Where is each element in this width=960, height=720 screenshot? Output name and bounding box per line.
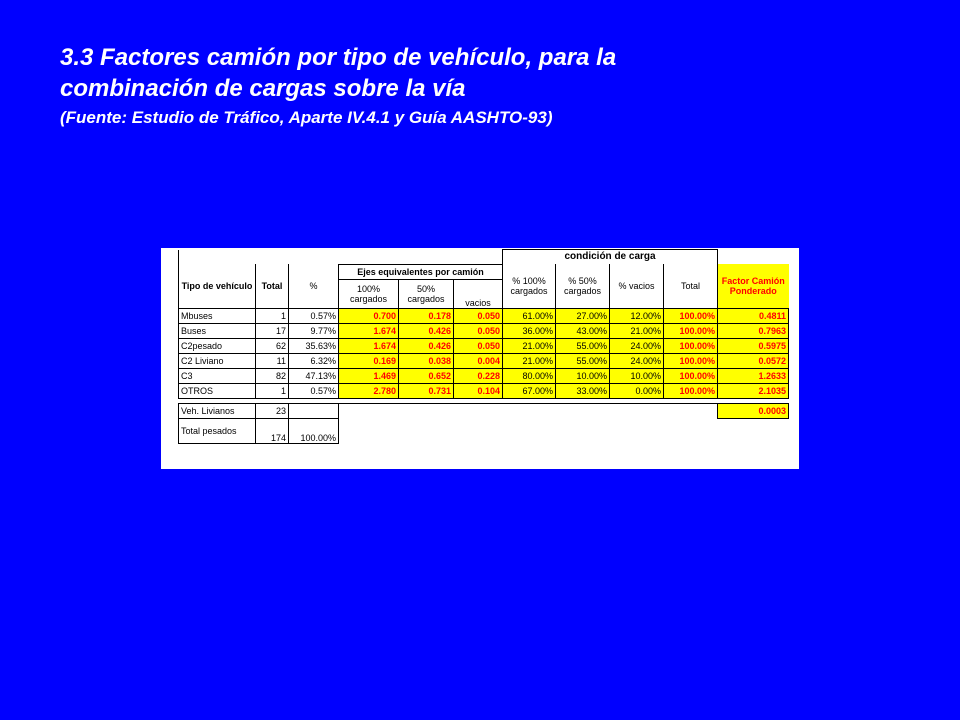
condicion-header: condición de carga (503, 250, 718, 265)
tipo-header: Tipo de vehículo (179, 264, 256, 308)
row-pvacios: 10.00% (610, 368, 664, 383)
livianos-row (179, 403, 789, 418)
table-row (179, 368, 789, 383)
row-p100: 61.00% (503, 308, 556, 323)
row-ptotal: 100.00% (664, 308, 718, 323)
row-pct: 35.63% (289, 338, 339, 353)
row-p100: 67.00% (503, 383, 556, 398)
ejes-header: Ejes equivalentes por camión (339, 264, 503, 279)
row-ptotal: 100.00% (664, 368, 718, 383)
row-factor: 1.2633 (718, 368, 789, 383)
row-p50: 10.00% (556, 368, 610, 383)
c100-header: 100% cargados (339, 279, 399, 308)
row-total: 11 (256, 353, 289, 368)
row-ptotal: 100.00% (664, 323, 718, 338)
row-total: 62 (256, 338, 289, 353)
row-p100: 21.00% (503, 338, 556, 353)
row-total: 17 (256, 323, 289, 338)
row-pct: 6.32% (289, 353, 339, 368)
row-factor: 2.1035 (718, 383, 789, 398)
row-total: 82 (256, 368, 289, 383)
row-factor: 0.4811 (718, 308, 789, 323)
row-ptotal: 100.00% (664, 338, 718, 353)
row-total: 1 (256, 308, 289, 323)
row-p50: 27.00% (556, 308, 610, 323)
factor-table (178, 249, 789, 444)
row-tipo: C2 Liviano (179, 353, 256, 368)
row-tipo: Mbuses (179, 308, 256, 323)
p100-header: % 100% cargados (503, 264, 556, 308)
row-c100: 1.674 (339, 323, 399, 338)
row-tipo: C3 (179, 368, 256, 383)
row-c100: 0.700 (339, 308, 399, 323)
vacios-header: vacios (465, 297, 491, 308)
row-pvacios: 24.00% (610, 338, 664, 353)
row-c100: 0.169 (339, 353, 399, 368)
row-pvacios: 0.00% (610, 383, 664, 398)
table-row (179, 323, 789, 338)
livianos-factor: 0.0003 (718, 403, 789, 418)
row-pct: 0.57% (289, 308, 339, 323)
row-vacios: 0.050 (454, 338, 503, 353)
row-vacios: 0.004 (454, 353, 503, 368)
ptotal-header: Total (664, 264, 718, 308)
livianos-tipo: Veh. Livianos (179, 403, 256, 418)
row-p50: 55.00% (556, 353, 610, 368)
row-p100: 21.00% (503, 353, 556, 368)
row-p50: 33.00% (556, 383, 610, 398)
row-pvacios: 24.00% (610, 353, 664, 368)
row-tipo: C2pesado (179, 338, 256, 353)
row-factor: 0.5975 (718, 338, 789, 353)
c50-header: 50% cargados (399, 279, 454, 308)
slide-title (60, 42, 940, 130)
row-c100: 1.469 (339, 368, 399, 383)
row-factor: 0.7963 (718, 323, 789, 338)
row-pct: 9.77% (289, 323, 339, 338)
table-row (179, 353, 789, 368)
row-ptotal: 100.00% (664, 383, 718, 398)
row-c100: 1.674 (339, 338, 399, 353)
row-c50: 0.038 (399, 353, 454, 368)
row-c50: 0.731 (399, 383, 454, 398)
pesados-pct: 100.00% (289, 418, 339, 443)
factor-header: Factor Camión Ponderado (718, 264, 789, 308)
row-vacios: 0.050 (454, 323, 503, 338)
row-vacios: 0.228 (454, 368, 503, 383)
pesados-row (179, 418, 789, 443)
row-total: 1 (256, 383, 289, 398)
row-p50: 55.00% (556, 338, 610, 353)
row-c50: 0.652 (399, 368, 454, 383)
pesados-tipo: Total pesados (179, 418, 256, 443)
row-c50: 0.178 (399, 308, 454, 323)
row-c50: 0.426 (399, 323, 454, 338)
pct-header: % (289, 264, 339, 308)
table-row (179, 338, 789, 353)
title-line-2: combinación de cargas sobre la vía (60, 75, 466, 102)
row-vacios: 0.104 (454, 383, 503, 398)
row-ptotal: 100.00% (664, 353, 718, 368)
table-row (179, 383, 789, 398)
row-tipo: OTROS (179, 383, 256, 398)
title-source: (Fuente: Estudio de Tráfico, Aparte IV.4.1 y Guía AASHTO-93) (60, 108, 553, 127)
row-pct: 47.13% (289, 368, 339, 383)
table-row (179, 308, 789, 323)
title-line-1: 3.3 Factores camión por tipo de vehículo, para la (60, 44, 617, 71)
pvacios-header: % vacios (610, 264, 664, 308)
row-pvacios: 21.00% (610, 323, 664, 338)
row-pct: 0.57% (289, 383, 339, 398)
p50-header: % 50% cargados (556, 264, 610, 308)
pesados-total: 174 (256, 418, 289, 443)
row-p50: 43.00% (556, 323, 610, 338)
row-vacios: 0.050 (454, 308, 503, 323)
row-tipo: Buses (179, 323, 256, 338)
livianos-total: 23 (256, 403, 289, 418)
row-c100: 2.780 (339, 383, 399, 398)
total-header: Total (256, 264, 289, 308)
row-pvacios: 12.00% (610, 308, 664, 323)
row-p100: 36.00% (503, 323, 556, 338)
row-p100: 80.00% (503, 368, 556, 383)
row-c50: 0.426 (399, 338, 454, 353)
row-factor: 0.0572 (718, 353, 789, 368)
